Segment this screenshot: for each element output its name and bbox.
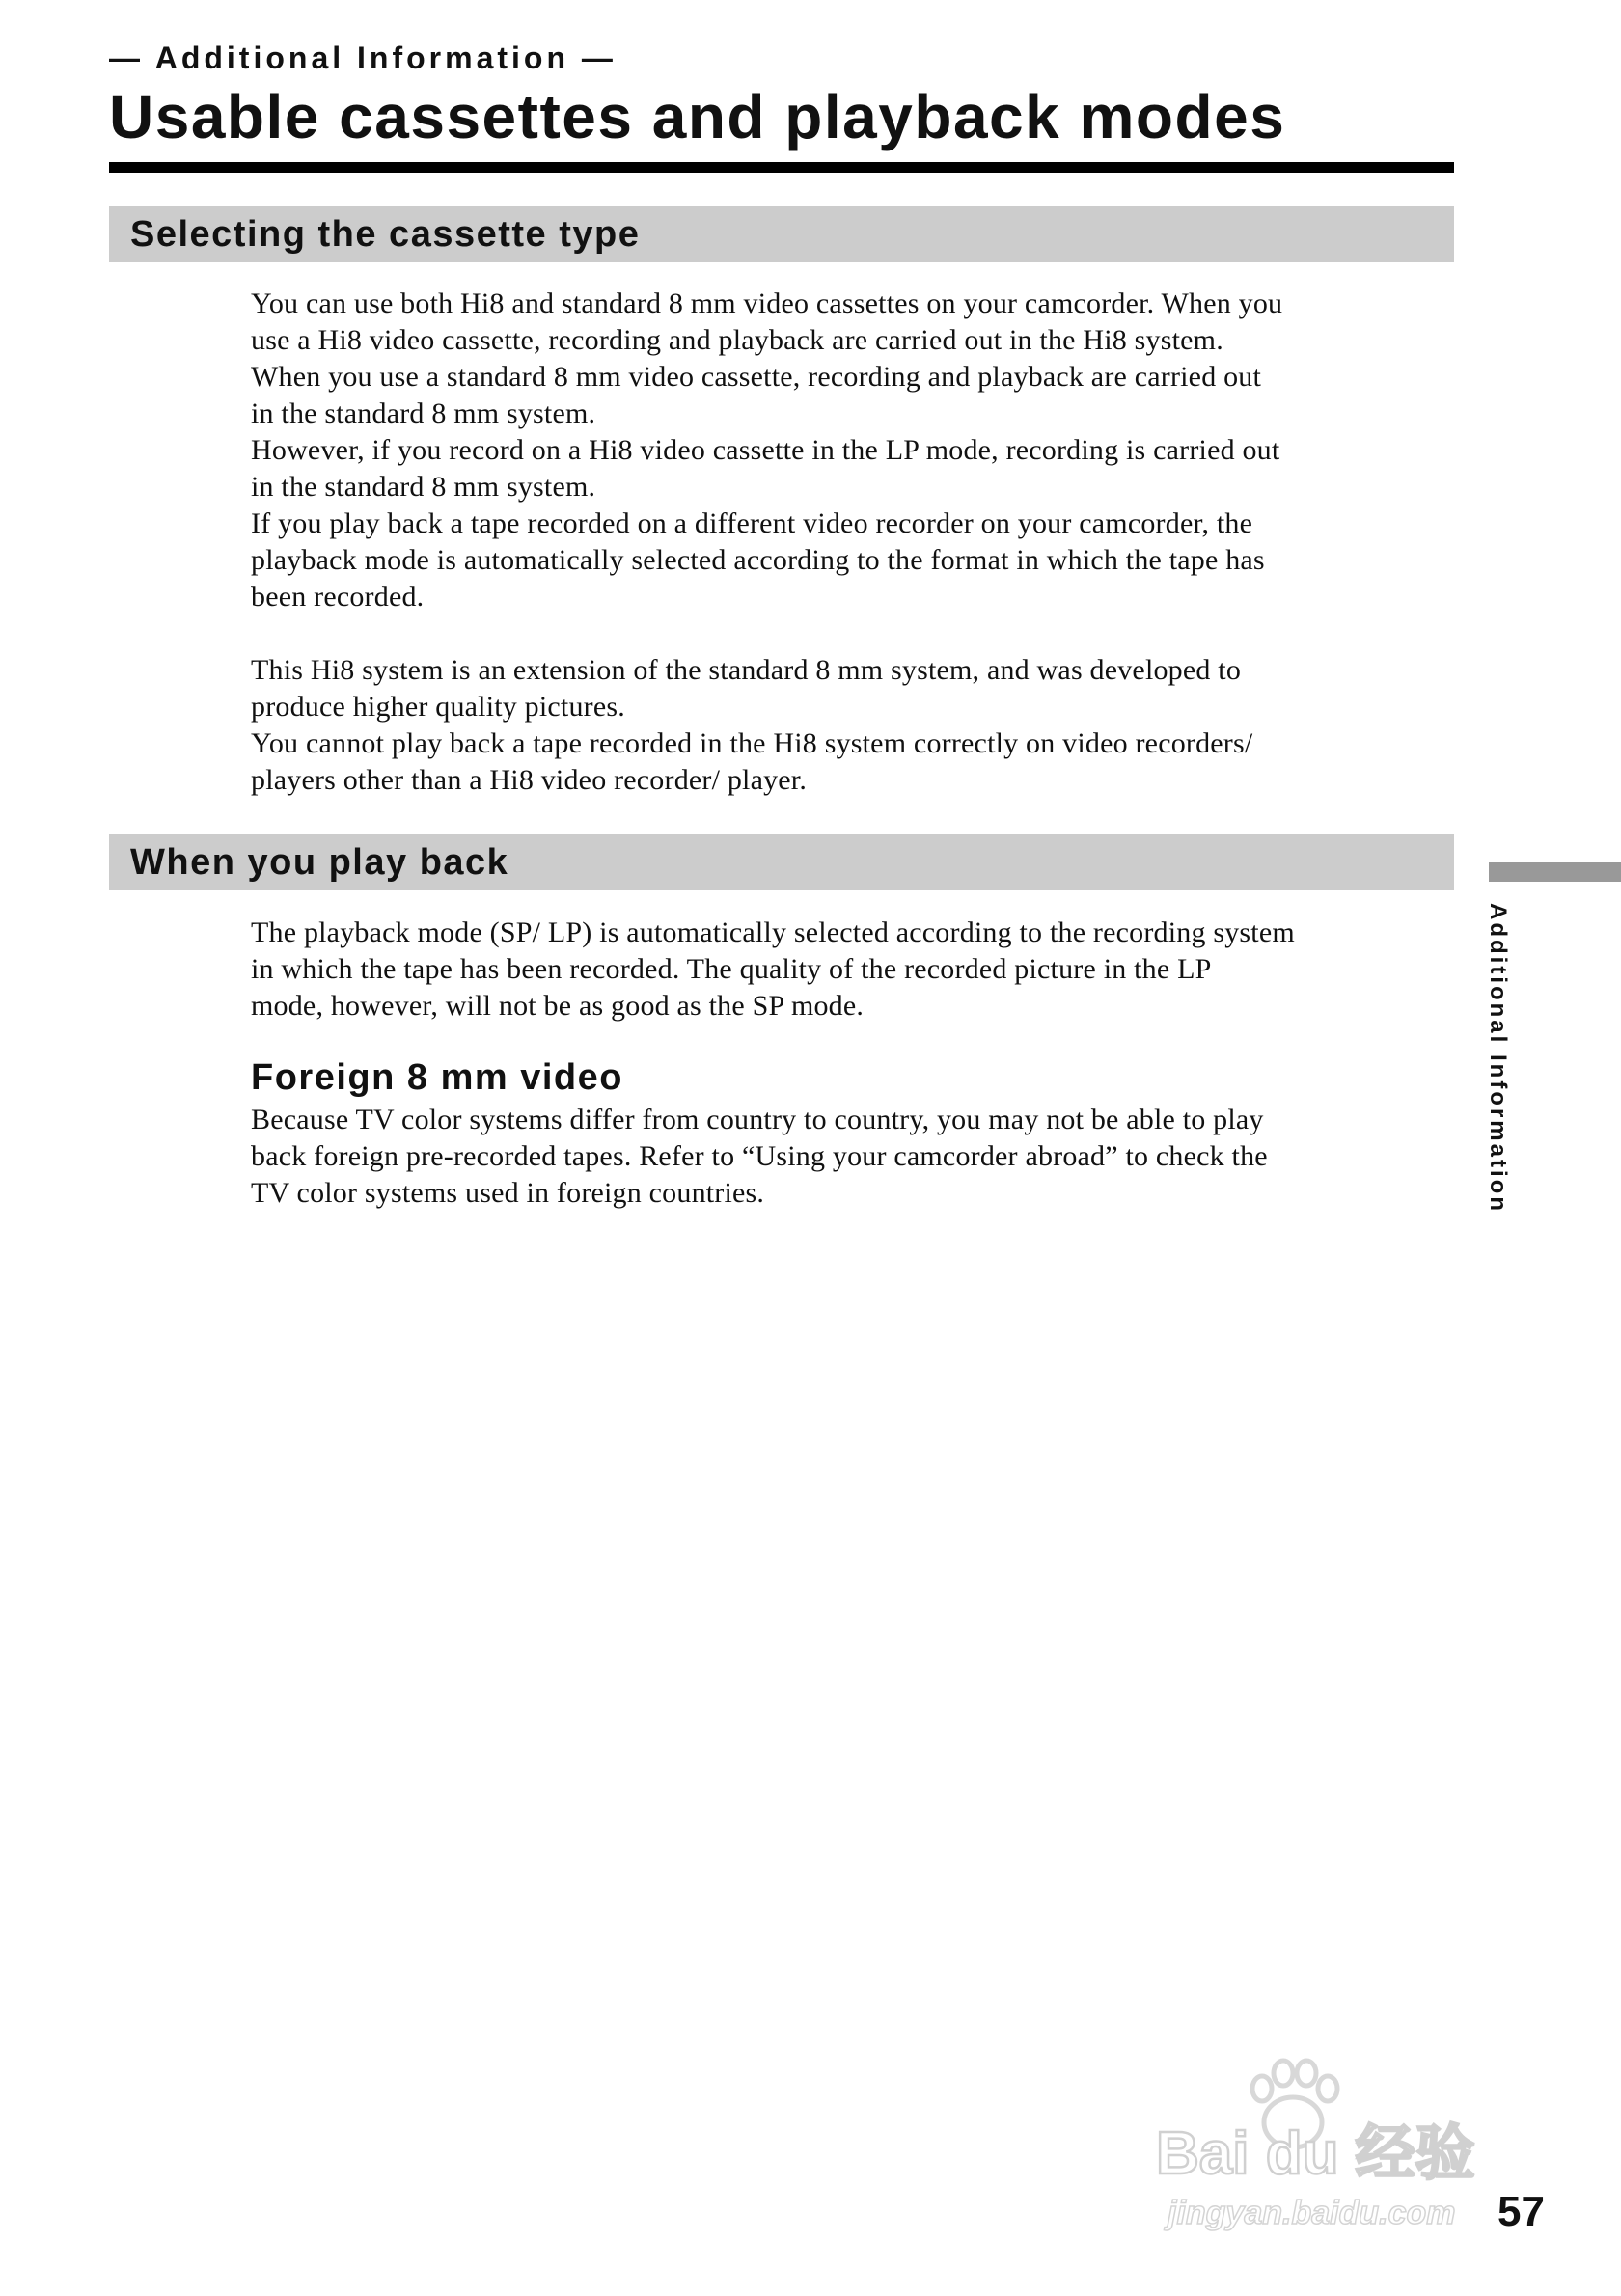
text-line: players other than a Hi8 video recorder/ player. <box>251 764 808 796</box>
text-line: in the standard 8 mm system. <box>251 471 596 503</box>
section-kicker: — Additional Information — <box>109 41 617 75</box>
text-line: back foreign pre-recorded tapes. Refer to “Using your camcorder abroad” to check the <box>251 1140 1268 1172</box>
text-line: in which the tape has been recorded. The quality of the recorded picture in the LP <box>251 953 1212 985</box>
page-title: Usable cassettes and playback modes <box>109 82 1286 151</box>
text-line: If you play back a tape recorded on a different video recorder on your camcorder, the <box>251 507 1253 539</box>
text-line: Because TV color systems differ from country to country, you may not be able to play <box>251 1104 1264 1135</box>
text-line: TV color systems used in foreign countries. <box>251 1177 765 1209</box>
section-bar-cassette-type <box>109 206 1454 262</box>
text-line: use a Hi8 video cassette, recording and playback are carried out in the Hi8 system. <box>251 324 1223 356</box>
watermark-brand: Bai du 经验 <box>1156 2120 1475 2187</box>
body-text-play-back <box>251 915 1409 1025</box>
text-line: You can use both Hi8 and standard 8 mm video cassettes on your camcorder. When you <box>251 287 1283 319</box>
text-line: This Hi8 system is an extension of the standard 8 mm system, and was developed to <box>251 654 1242 686</box>
section-bar-play-back <box>109 834 1454 890</box>
subsection-heading: Foreign 8 mm video <box>251 1057 623 1098</box>
watermark-url: jingyan.baidu.com <box>1168 2195 1456 2231</box>
text-line: When you use a standard 8 mm video cassette, recording and playback are carried out <box>251 361 1262 393</box>
title-rule <box>109 162 1454 173</box>
paragraph-gap <box>251 615 1409 652</box>
text-line: produce higher quality pictures. <box>251 691 625 723</box>
text-line: been recorded. <box>251 581 425 613</box>
text-line: mode, however, will not be as good as the SP mode. <box>251 990 865 1022</box>
section-heading: Selecting the cassette type <box>130 214 641 255</box>
text-line: However, if you record on a Hi8 video cassette in the LP mode, recording is carried out <box>251 434 1280 466</box>
body-text-foreign-video <box>251 1102 1409 1212</box>
text-line: You cannot play back a tape recorded in the Hi8 system correctly on video recorders/ <box>251 727 1253 759</box>
side-tab-marker <box>1489 862 1621 882</box>
body-text-cassette-type <box>251 286 1409 799</box>
text-line: playback mode is automatically selected according to the format in which the tape has <box>251 544 1265 576</box>
section-heading: When you play back <box>130 842 509 883</box>
text-line: in the standard 8 mm system. <box>251 397 596 429</box>
text-line: The playback mode (SP/ LP) is automatically selected according to the recording system <box>251 916 1295 948</box>
watermark-logo <box>1148 2050 1534 2243</box>
page-number: 57 <box>1497 2188 1545 2235</box>
side-tab-label: Additional Information <box>1485 903 1511 1214</box>
